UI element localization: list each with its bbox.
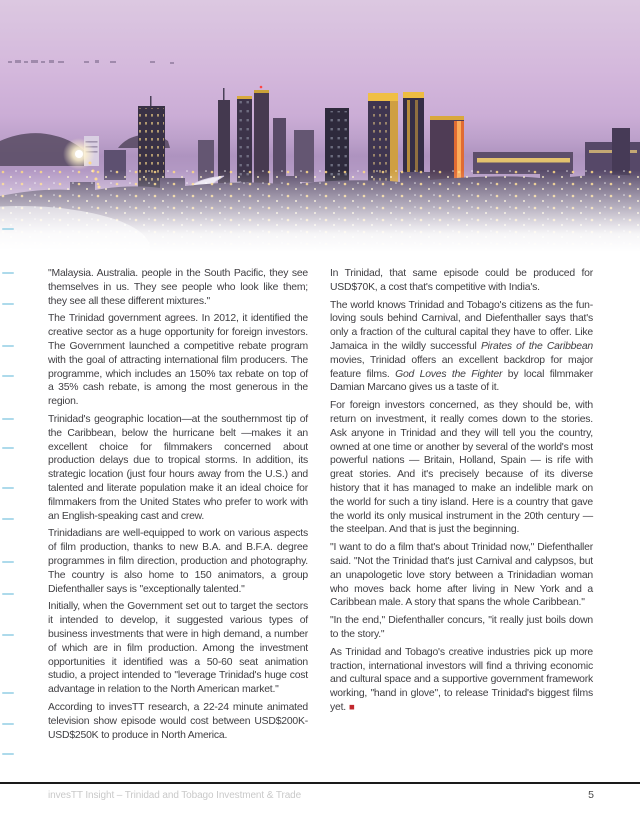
text-run: The Trinidad government agrees. In 2012, it identified the creative sector as a huge opportunity for foreign investors. The Government launched a competitive rebate program with the goal of attracting international film producers. The programme, which includes an 150% tax rebate on top of a 35% cash rebate, is among the most generous in the region. [48,313,308,408]
text-run: movies, Trinidad offers an excellent backdrop for major feature films. [330,354,593,380]
text-run: Pirates of the Caribbean [480,340,593,352]
paragraph [330,646,593,715]
edge-tick [2,723,14,725]
edge-tick [2,447,14,449]
paragraph [330,541,593,610]
footer-rule [0,782,640,784]
text-run: According to invesTT research, a 22-24 minute animated television show episode would cost between USD$200K-USD$250K to produce in North America. [48,701,308,741]
edge-tick [2,375,14,377]
edge-tick [2,518,14,520]
paragraph [48,701,308,742]
text-run: "In the end," Diefenthaller concurs, "it really just boils down to the story." [330,615,593,640]
article-column-right [330,267,593,715]
edge-tick [2,634,14,636]
text-run: by local filmmaker Damian Marcano gives us a taste of it. [330,368,593,394]
paragraph [48,312,308,409]
paragraph [48,267,308,308]
edge-tick [2,753,14,755]
edge-tick [2,561,14,563]
text-run: For foreign investors concerned, as they should be, with return on investment, it really comes down to the stories. Ask anyone in Trinidad and they will tell you the country, owned at one time or another by several of the world's most powerful nations — Britain, Holland, Spain — is rife with great stories. And it's precisely because of its diverse history that it has managed to make an indelible mark on the world for such a tiny island. Here is a country that gave the world its only musical instrument in the 20th century — the steelpan. And that is just the beginning. [330,400,593,536]
footer [48,789,594,801]
text-run: "Malaysia. Australia. people in the South Pacific, they see themselves in us. They see people who look like them; they see all these different mixtures." [48,268,308,307]
edge-tick [2,345,14,347]
text-run: "I want to do a film that's about Trinidad now," Diefenthaller said. "Not the Trinidad that's just Carnival and calypsos, but an unapologetic love story between a Trinidadian woman who moves back home after living in New York and a Caribbean male. A story that spans the whole Caribbean." [330,542,593,609]
edge-tick [2,303,14,305]
text-run: Initially, when the Government set out to target the sectors it intended to develop, it suggested various types of business investments that were in high demand, a number of which are in film production. Among the investment opportunities it identified was a 50-60 seat animation studio, a project intended to "leverage Trinidad's huge cost advantage in relation to the North American market." [48,601,308,696]
skyline-image [0,0,640,252]
footer-publication-title: invesTT Insight – Trinidad and Tobago Investment & Trade [48,790,302,801]
edge-tick [2,418,14,420]
paragraph [48,600,308,697]
edge-tick [2,692,14,694]
paragraph [330,299,593,396]
text-run: The world knows Trinidad and Tobago's citizens as the fun-loving souls behind Carnival, and Diefenthaller says that's only a fraction of the cultural capital they have to offer. Like Jamaica in the wildly successful [330,299,593,352]
text-run: Trinidadians are well-equipped to work on various aspects of film production, thanks to new B.A. and B.F.A. degree programmes in film direction, production and photography. The country is also home to 150 animators, a group Diefenthaller says is "exceptionally talented." [48,528,308,595]
paragraph [48,527,308,596]
text-run: In Trinidad, that same episode could be produced for USD$70K, a cost that's competitive with India's. [330,268,593,293]
edge-tick [2,593,14,595]
edge-tick [2,228,14,230]
page-number: 5 [588,789,594,801]
edge-tick [2,487,14,489]
text-run: Trinidad's geographic location—at the southernmost tip of the Caribbean, below the hurricane belt —makes it an excellent choice for filmmakers concerned about production delays due to tropical storms. In addition, its strategic location (just four hours away from the U.S.) and talented and literate population make it an ideal choice for filmmakers from the United States who prefer to work with an English-speaking cast and crew. [48,413,308,522]
edge-tick [2,272,14,274]
paragraph [330,267,593,295]
hero-photo [0,0,640,252]
text-run: As Trinidad and Tobago's creative industries pick up more traction, international investors will find a thriving economic and cultural space and a supportive government framework working, "hand in glove", to release Trinidad's biggest films yet. [330,646,593,713]
article-column-left [48,267,308,742]
paragraph [330,614,593,642]
article-end-mark: ■ [348,701,355,713]
paragraph [48,413,308,523]
text-run: God Loves the Fighter [395,368,503,380]
paragraph [330,399,593,537]
